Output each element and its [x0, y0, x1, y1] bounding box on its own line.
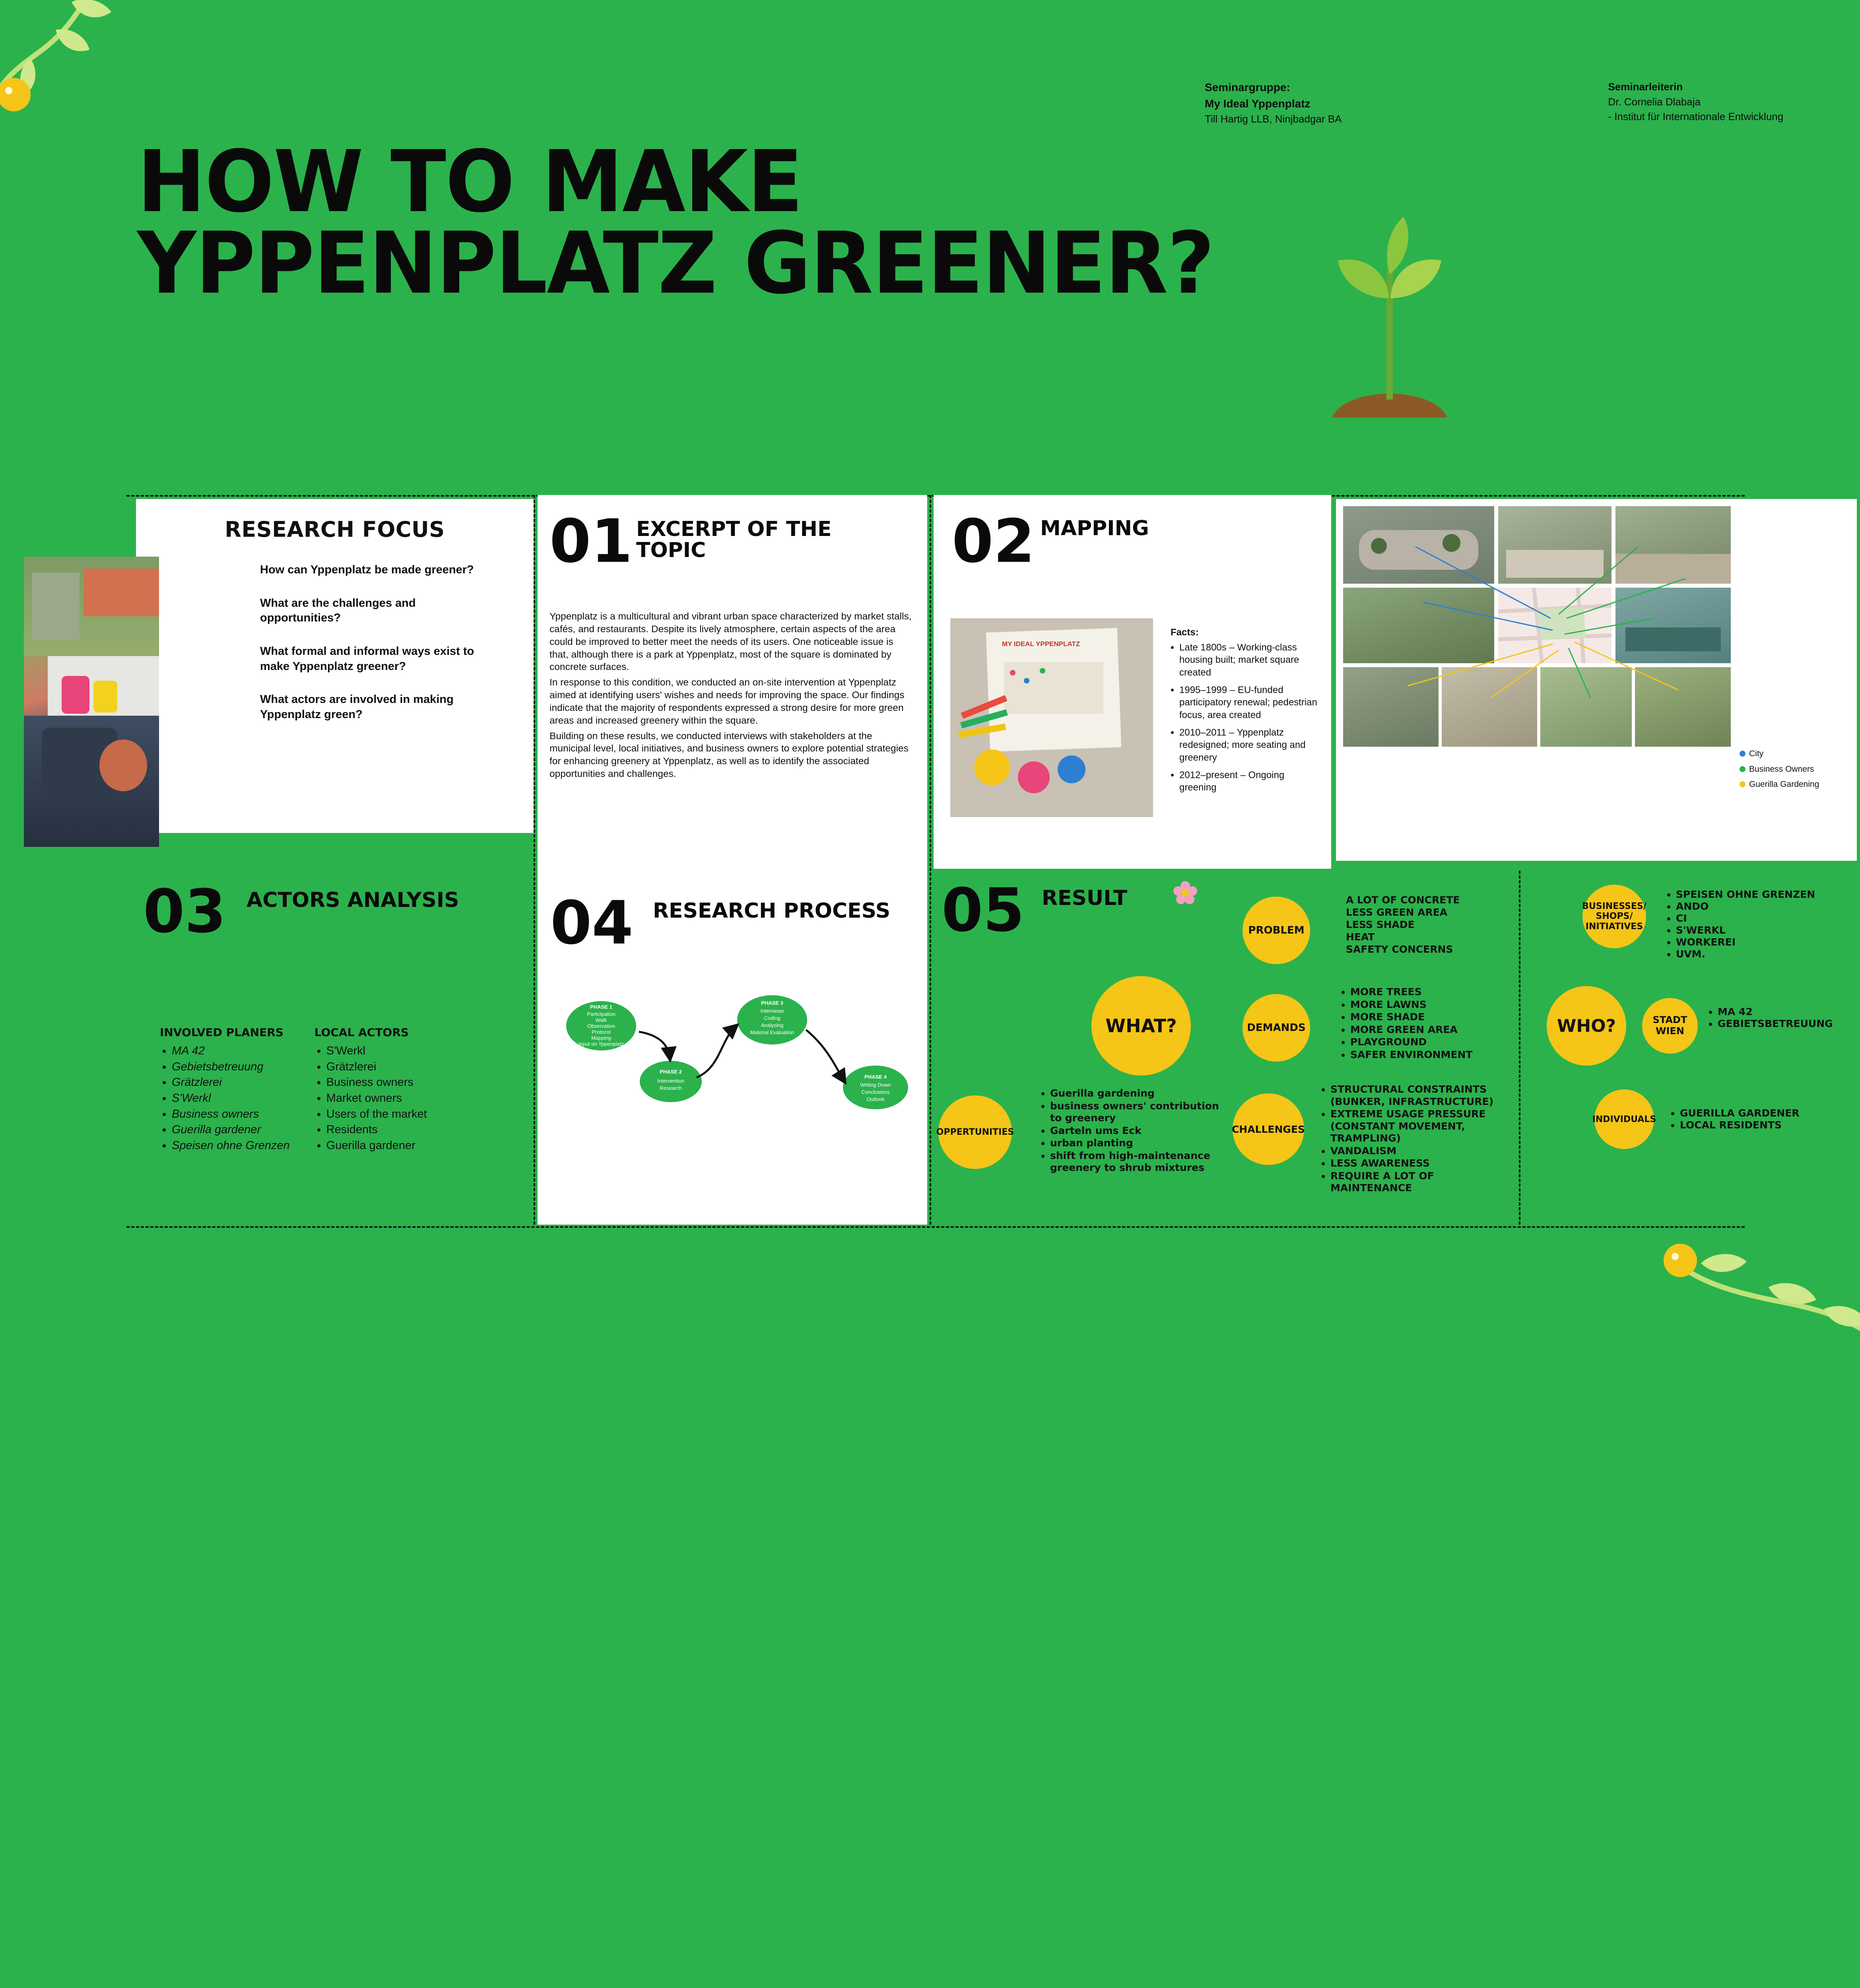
seminar-leader-label: Seminarleiterin	[1608, 81, 1683, 93]
grid-photo-terrace	[1498, 506, 1611, 584]
svg-text:Material Evaluation: Material Evaluation	[750, 1029, 794, 1035]
business-item: • UVM.	[1676, 948, 1815, 960]
title-line-2: YPPENPLATZ GREENER?	[137, 214, 1214, 313]
svg-text:Writing Down: Writing Down	[860, 1082, 891, 1088]
planer-item: • MA 42	[172, 1044, 290, 1059]
svg-text:Walk: Walk	[595, 1017, 607, 1023]
grid-map	[1498, 588, 1611, 663]
grid-photo-street-view	[1343, 667, 1439, 747]
svg-text:Input on Yppenplatz: Input on Yppenplatz	[578, 1041, 624, 1047]
legend-label: Business Owners	[1749, 764, 1814, 774]
photo-child	[99, 740, 147, 791]
photo-building	[32, 573, 80, 640]
svg-text:PHASE 4: PHASE 4	[864, 1074, 887, 1080]
planer-item: • Guerilla gardener	[172, 1122, 290, 1138]
research-focus-card	[136, 499, 534, 833]
frame-divider-2	[930, 495, 931, 1225]
grid-photo-market-street	[1615, 506, 1731, 584]
fact-item: • Late 1800s – Working-class housing built; market square created	[1179, 641, 1318, 679]
svg-text:Participation: Participation	[587, 1011, 615, 1017]
planer-item: • Speisen ohne Grenzen	[172, 1138, 290, 1153]
opportunity-item: • shift from high-maintenance greenery to shrub mixtures	[1050, 1150, 1231, 1174]
demand-item: • MORE TREES	[1350, 986, 1499, 998]
challenges-items-list	[1320, 1083, 1511, 1195]
research-question-3: What formal and informal ways exist to make Yppenplatz greener?	[260, 645, 474, 673]
map-legend	[1740, 747, 1819, 794]
bubble-businesses[interactable]: BUSINESSES/ SHOPS/ INITIATIVES	[1582, 885, 1646, 948]
photo-person-pink	[62, 676, 89, 714]
svg-text:Observation: Observation	[587, 1023, 615, 1029]
grid-photo-pavilion	[1615, 588, 1731, 663]
research-question-2: What are the challenges and opportunities?	[260, 596, 416, 625]
seminar-leader-block	[1608, 80, 1783, 127]
section-01-title: EXCERPT OF THE TOPIC	[636, 517, 832, 563]
involved-planers-column	[160, 1026, 290, 1154]
fact-item: • 2010–2011 – Yppenplatz redesigned; more seating and greenery	[1179, 726, 1318, 764]
legend-row	[1740, 747, 1819, 760]
svg-text:Research: Research	[660, 1085, 682, 1091]
svg-text:Intervention: Intervention	[657, 1078, 684, 1084]
bubble-challenges[interactable]: CHALLENGES	[1233, 1093, 1304, 1165]
facts-heading: Facts:	[1171, 627, 1199, 638]
opportunity-item: • Garteln ums Eck	[1050, 1125, 1231, 1137]
research-question-1: How can Yppenplatz be made greener?	[260, 563, 474, 576]
demand-item: • PLAYGROUND	[1350, 1036, 1499, 1048]
business-item: • ANDO	[1676, 901, 1815, 912]
section-03-number: 03	[143, 877, 226, 946]
demands-items-list	[1340, 986, 1499, 1061]
svg-text:PHASE 2: PHASE 2	[660, 1069, 682, 1075]
legend-label: City	[1749, 749, 1764, 758]
section-04-title: RESEARCH PROCESS	[653, 899, 891, 923]
seminar-group-label: Seminargruppe:	[1205, 81, 1290, 93]
bubble-what[interactable]: WHAT?	[1091, 976, 1191, 1076]
research-focus-heading: RESEARCH FOCUS	[225, 517, 445, 542]
bubble-stadt-wien[interactable]: STADT WIEN	[1642, 998, 1698, 1054]
involved-planers-heading: INVOLVED PLANERS	[160, 1026, 283, 1039]
problem-item: LESS GREEN AREA	[1346, 907, 1448, 918]
legend-row	[1740, 763, 1819, 776]
individual-item: • GUERILLA GARDENER	[1680, 1107, 1800, 1119]
section-01-card	[538, 495, 927, 869]
svg-text:Analysing: Analysing	[761, 1022, 784, 1028]
section-01-paragraph-3: Building on these results, we conducted interviews with stakeholders at the municipal level, local initiatives, and business owners to explore potential strategies for enhancing greenery at Yppenplatz, as well as to identify the associated opportunities and challenges.	[549, 730, 909, 780]
opportunities-items-list	[1040, 1087, 1231, 1175]
mapping-photo: MY IDEAL YPPENPLATZ	[950, 618, 1153, 817]
section-03-title: ACTORS ANALYSIS	[247, 888, 459, 912]
section-02-title: MAPPING	[1040, 516, 1149, 540]
section-02-facts	[1171, 626, 1318, 799]
grid-photo-flowers	[1635, 667, 1731, 747]
bubble-who[interactable]: WHO?	[1547, 986, 1626, 1066]
sprout-icon	[1324, 179, 1455, 425]
local-actor-item: • Users of the market	[326, 1107, 427, 1122]
section-04-number: 04	[550, 889, 633, 958]
section-05-title: RESULT	[1042, 886, 1128, 910]
section-who-block	[1523, 871, 1857, 1225]
intervention-photo	[24, 557, 159, 847]
planer-item: • S'Werkl	[172, 1091, 290, 1106]
stadt-items-list	[1708, 1006, 1833, 1030]
svg-text:Interviews: Interviews	[760, 1008, 784, 1014]
title-line-1: HOW TO MAKE	[137, 132, 802, 231]
challenge-item: • REQUIRE A LOT OF MAINTENANCE	[1330, 1170, 1511, 1194]
demand-item: • MORE GREEN AREA	[1350, 1024, 1499, 1036]
bubble-individuals[interactable]: INDIVIDUALS	[1594, 1089, 1654, 1149]
demand-item: • MORE SHADE	[1350, 1011, 1499, 1023]
section-03-block	[136, 875, 538, 1221]
grid-photo-square-aerial	[1343, 506, 1494, 584]
challenge-item: • EXTREME USAGE PRESSURE (CONSTANT MOVEMENT, TRAMPLING)	[1330, 1108, 1511, 1145]
individual-item: • LOCAL RESIDENTS	[1680, 1119, 1800, 1131]
problem-item: LESS SHADE	[1346, 919, 1415, 930]
stadt-item: • MA 42	[1718, 1006, 1833, 1018]
section-04-card	[538, 869, 927, 1225]
legend-color-swatch	[1740, 751, 1745, 757]
svg-text:PHASE 3: PHASE 3	[761, 1000, 783, 1006]
individuals-items-list	[1670, 1107, 1800, 1131]
page-title	[137, 132, 1214, 313]
challenge-item: • STRUCTURAL CONSTRAINTS (BUNKER, INFRASTRUCTURE)	[1330, 1083, 1511, 1108]
local-actors-column	[315, 1026, 427, 1154]
seminar-group-block	[1205, 80, 1342, 127]
legend-color-swatch	[1740, 766, 1745, 772]
svg-text:Conclusions: Conclusions	[861, 1089, 890, 1095]
section-01-number: 01	[549, 507, 633, 576]
photo-awning	[83, 569, 159, 616]
header-meta	[1205, 80, 1783, 127]
actors-columns	[160, 1026, 427, 1154]
challenge-item: • VANDALISM	[1330, 1145, 1511, 1157]
seminar-group-members: Till Hartig LLB, Ninjbadgar BA	[1205, 113, 1342, 125]
grid-photo-poster-wall	[1442, 667, 1537, 747]
challenge-item: • LESS AWARENESS	[1330, 1157, 1511, 1170]
research-focus-questions	[260, 563, 499, 722]
planer-item: • Gebietsbetreuung	[172, 1060, 290, 1075]
section-01-paragraph-2: In response to this condition, we conducted an on-site intervention at Yppenplatz aimed at identifying users' wishes and needs for improving the space. Our findings indicate that the majority of respondents expressed a strong desire for more green areas and increased greenery within the square.	[549, 677, 905, 726]
bubble-problem[interactable]: PROBLEM	[1243, 897, 1310, 964]
photo-person-yellow	[93, 681, 117, 712]
opportunity-item: • urban planting	[1050, 1137, 1231, 1149]
local-actor-item: • Grätzlerei	[326, 1060, 427, 1075]
opportunity-item: • business owners' contribution to greenery	[1050, 1100, 1231, 1124]
legend-color-swatch	[1740, 781, 1745, 787]
stadt-item: • GEBIETSBETREUUNG	[1718, 1018, 1833, 1030]
legend-label: Guerilla Gardening	[1749, 780, 1819, 789]
local-actor-item: • Guerilla gardener	[326, 1138, 427, 1153]
fact-item: • 1995–1999 – EU-funded participatory renewal; pedestrian focus, area created	[1179, 684, 1318, 722]
legend-row	[1740, 778, 1819, 791]
planer-item: • Business owners	[172, 1107, 290, 1122]
business-item: • WORKEREI	[1676, 936, 1815, 948]
businesses-items-list	[1666, 889, 1815, 960]
business-item: • SPEISEN OHNE GRENZEN	[1676, 889, 1815, 901]
section-05-number: 05	[942, 876, 1025, 945]
business-item: • CI	[1676, 912, 1815, 924]
section-02-card	[934, 495, 1331, 869]
svg-text:Mapping: Mapping	[591, 1035, 611, 1041]
svg-text:Coding: Coding	[764, 1015, 781, 1021]
demand-item: • MORE LAWNS	[1350, 999, 1499, 1011]
seminar-group-name: My Ideal Yppenplatz	[1205, 97, 1311, 110]
section-02-number: 02	[952, 507, 1035, 576]
grid-photo-planter	[1540, 667, 1632, 747]
local-actor-item: • Market owners	[326, 1091, 427, 1106]
flower-icon	[1173, 881, 1198, 905]
problem-items-list	[1346, 894, 1460, 955]
problem-item: HEAT	[1346, 931, 1375, 943]
svg-text:Protocol: Protocol	[592, 1029, 611, 1035]
seminar-leader-institute: - Institut für Internationale Entwicklung	[1608, 111, 1784, 123]
seminar-leader-name: Dr. Cornelia Dlabaja	[1608, 95, 1701, 108]
local-actor-item: • S'Werkl	[326, 1044, 427, 1059]
bubble-demands[interactable]: DEMANDS	[1243, 994, 1310, 1062]
svg-text:Outlook: Outlook	[866, 1096, 885, 1102]
mapping-photo-grid	[1336, 499, 1857, 861]
problem-item: SAFETY CONCERNS	[1346, 944, 1453, 955]
grid-photo-trees	[1343, 588, 1494, 663]
svg-text:PHASE 1: PHASE 1	[590, 1004, 612, 1010]
bubble-opportunities[interactable]: OPPERTUNITIES	[938, 1095, 1012, 1169]
research-question-4: What actors are involved in making Yppenplatz green?	[260, 693, 454, 721]
demand-item: • SAFER ENVIRONMENT	[1350, 1049, 1499, 1061]
vine-decoration-top-left	[0, 0, 302, 155]
fact-item: • 2012–present – Ongoing greening	[1179, 769, 1318, 794]
research-process-flow-diagram	[549, 988, 915, 1135]
problem-item: A LOT OF CONCRETE	[1346, 894, 1460, 906]
local-actor-item: • Business owners	[326, 1075, 427, 1090]
planer-item: • Grätzlerei	[172, 1075, 290, 1090]
section-01-body	[549, 610, 914, 783]
section-01-paragraph-1: Yppenplatz is a multicultural and vibrant urban space characterized by market stalls, cafés, and restaurants. Despite its lively atmosphere, certain aspects of the area could be improved to better meet the needs of its users. One noticeable issue is that, although there is a park at Yppenplatz, most of the square is dominated by concrete surfaces.	[549, 611, 912, 673]
local-actor-item: • Residents	[326, 1122, 427, 1138]
local-actors-heading: LOCAL ACTORS	[314, 1026, 409, 1039]
business-item: • S'WERKL	[1676, 924, 1815, 936]
opportunity-item: • Guerilla gardening	[1050, 1087, 1231, 1100]
